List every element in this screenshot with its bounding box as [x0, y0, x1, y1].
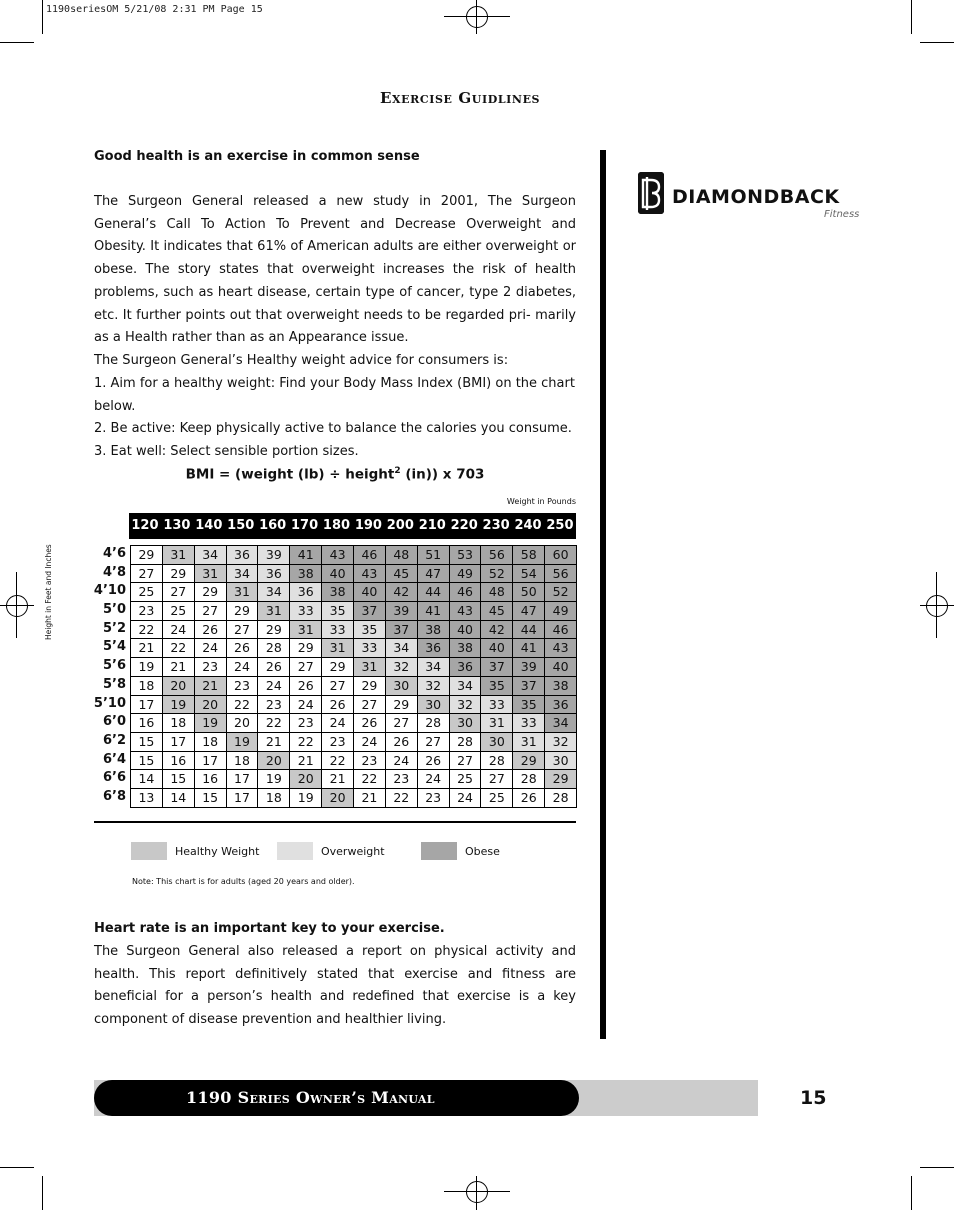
- bmi-cell: 24: [258, 677, 290, 696]
- bmi-cell: 24: [322, 714, 354, 733]
- table-row: [131, 602, 577, 621]
- bmi-cell: 15: [163, 770, 195, 789]
- crop-mark: [920, 1167, 954, 1168]
- bmi-cell: 35: [481, 677, 513, 696]
- weight-header-cell: 200: [386, 518, 414, 533]
- bmi-cell: 17: [195, 752, 227, 771]
- bmi-cell: 29: [163, 565, 195, 584]
- bmi-cell: 42: [481, 621, 513, 640]
- table-row: [131, 677, 577, 696]
- height-label: 5’8: [102, 676, 126, 692]
- bmi-cell: 31: [290, 621, 322, 640]
- bmi-cell: 42: [386, 583, 418, 602]
- bmi-cell: 44: [418, 583, 450, 602]
- bmi-cell: 47: [513, 602, 545, 621]
- table-row: [131, 714, 577, 733]
- bmi-cell: 14: [163, 789, 195, 808]
- crop-mark: [42, 0, 43, 34]
- print-slug: 1190seriesOM 5/21/08 2:31 PM Page 15: [46, 4, 263, 15]
- bmi-cell: 40: [322, 565, 354, 584]
- bmi-cell: 16: [131, 714, 163, 733]
- bmi-cell: 20: [322, 789, 354, 808]
- bmi-cell: 19: [290, 789, 322, 808]
- bmi-cell: 43: [545, 639, 577, 658]
- bmi-cell: 17: [163, 733, 195, 752]
- bmi-cell: 34: [545, 714, 577, 733]
- bmi-cell: 21: [354, 789, 386, 808]
- bmi-cell: 54: [513, 565, 545, 584]
- bmi-cell: 39: [386, 602, 418, 621]
- bmi-cell: 29: [513, 752, 545, 771]
- table-row: [131, 546, 577, 565]
- bmi-cell: 23: [386, 770, 418, 789]
- bmi-cell: 34: [227, 565, 259, 584]
- bmi-cell: 29: [354, 677, 386, 696]
- table-row: [131, 733, 577, 752]
- bmi-cell: 26: [227, 639, 259, 658]
- table-row: [131, 658, 577, 677]
- weight-header-cell: 130: [163, 518, 191, 533]
- bmi-legend: [131, 842, 512, 860]
- table-row: [131, 696, 577, 715]
- bmi-cell: 26: [354, 714, 386, 733]
- bmi-cell: 17: [131, 696, 163, 715]
- bmi-cell: 17: [227, 770, 259, 789]
- weight-header-cell: 250: [546, 518, 574, 533]
- weight-header-cell: 230: [482, 518, 510, 533]
- bmi-cell: 40: [450, 621, 482, 640]
- heart-heading: Heart rate is an important key to your exercise.: [94, 921, 445, 936]
- table-row: [131, 583, 577, 602]
- bmi-cell: 32: [545, 733, 577, 752]
- bmi-cell: 48: [386, 546, 418, 565]
- weight-header-cell: 180: [322, 518, 351, 533]
- bmi-cell: 22: [290, 733, 322, 752]
- weight-axis-label: Weight in Pounds: [506, 497, 576, 506]
- bmi-cell: 29: [322, 658, 354, 677]
- bmi-cell: 49: [450, 565, 482, 584]
- bmi-cell: 21: [163, 658, 195, 677]
- crop-mark: [42, 1176, 43, 1210]
- bmi-cell: 15: [131, 752, 163, 771]
- bmi-cell: 41: [513, 639, 545, 658]
- bmi-cell: 25: [481, 789, 513, 808]
- bmi-cell: 36: [450, 658, 482, 677]
- bmi-cell: 33: [354, 639, 386, 658]
- weight-header-cell: 220: [450, 518, 478, 533]
- table-row: [131, 752, 577, 771]
- bmi-cell: 16: [195, 770, 227, 789]
- crop-mark: [0, 1167, 34, 1168]
- bmi-cell: 39: [258, 546, 290, 565]
- bmi-cell: 35: [354, 621, 386, 640]
- bmi-cell: 23: [258, 696, 290, 715]
- height-label: 5’10: [93, 695, 126, 711]
- bmi-cell: 13: [131, 789, 163, 808]
- bmi-cell: 36: [258, 565, 290, 584]
- bmi-cell: 31: [195, 565, 227, 584]
- bmi-cell: 52: [545, 583, 577, 602]
- bmi-cell: 26: [418, 752, 450, 771]
- height-label: 6’2: [102, 732, 126, 748]
- bmi-cell: 29: [227, 602, 259, 621]
- bmi-cell: 27: [418, 733, 450, 752]
- table-row: [131, 789, 577, 808]
- chart-note: Note: This chart is for adults (aged 20 years and older).: [132, 877, 355, 886]
- bmi-cell: 51: [418, 546, 450, 565]
- bmi-cell: 40: [481, 639, 513, 658]
- height-label: 5’6: [102, 658, 126, 674]
- weight-header-cell: 160: [259, 518, 287, 533]
- bmi-cell: 28: [513, 770, 545, 789]
- bmi-cell: 24: [163, 621, 195, 640]
- bmi-cell: 56: [545, 565, 577, 584]
- bmi-cell: 27: [163, 583, 195, 602]
- bmi-table: [130, 545, 577, 808]
- bmi-cell: 36: [227, 546, 259, 565]
- height-label: 6’4: [102, 751, 126, 767]
- bmi-cell: 27: [481, 770, 513, 789]
- bmi-cell: 32: [386, 658, 418, 677]
- bmi-cell: 35: [513, 696, 545, 715]
- height-axis-label: Height in Feet and Inches: [44, 544, 53, 640]
- height-label: 6’6: [102, 770, 126, 786]
- bmi-cell: 34: [258, 583, 290, 602]
- bmi-cell: 14: [131, 770, 163, 789]
- bmi-cell: 19: [227, 733, 259, 752]
- bmi-cell: 15: [195, 789, 227, 808]
- bmi-cell: 31: [322, 639, 354, 658]
- bmi-cell: 23: [354, 752, 386, 771]
- bmi-cell: 32: [450, 696, 482, 715]
- crop-mark: [0, 42, 34, 43]
- bmi-cell: 43: [450, 602, 482, 621]
- bmi-cell: 36: [418, 639, 450, 658]
- bmi-cell: 39: [513, 658, 545, 677]
- bmi-cell: 18: [131, 677, 163, 696]
- bmi-cell: 56: [481, 546, 513, 565]
- bmi-cell: 34: [386, 639, 418, 658]
- bmi-cell: 25: [163, 602, 195, 621]
- bmi-cell: 20: [163, 677, 195, 696]
- bmi-cell: 18: [227, 752, 259, 771]
- bmi-cell: 37: [386, 621, 418, 640]
- bmi-cell: 18: [163, 714, 195, 733]
- formula-text: (in)) x 703: [400, 466, 485, 483]
- bmi-cell: 46: [450, 583, 482, 602]
- bmi-cell: 23: [195, 658, 227, 677]
- height-labels: [92, 545, 126, 807]
- bmi-cell: 27: [290, 658, 322, 677]
- bmi-cell: 26: [258, 658, 290, 677]
- table-rule: [94, 821, 576, 823]
- bmi-cell: 43: [322, 546, 354, 565]
- bmi-cell: 26: [290, 677, 322, 696]
- bmi-cell: 19: [258, 770, 290, 789]
- bmi-cell: 18: [258, 789, 290, 808]
- bmi-cell: 30: [386, 677, 418, 696]
- height-label: 4’10: [93, 583, 126, 599]
- weight-header-cell: 190: [354, 518, 382, 533]
- table-row: [131, 621, 577, 640]
- intro-paragraph: The Surgeon General released a new study in 2001, The Surgeon General’s Call To Action To Prevent and Decrease Overweight and Obesity. It indicates that 61% of American adults are either overweight or obese. The story states that overweight increases the risk of health problems, such as heart disease, certain type of cancer, type 2 diabetes, etc. It further points out that overweight needs to be regarded pri- marily as a Health rather than as an Appearance issue.: [94, 194, 576, 346]
- crop-mark: [920, 42, 954, 43]
- bmi-cell: 24: [227, 658, 259, 677]
- bmi-cell: 33: [513, 714, 545, 733]
- bmi-cell: 52: [481, 565, 513, 584]
- bmi-cell: 22: [354, 770, 386, 789]
- advice-item: 3. Eat well: Select sensible portion sizes.: [94, 444, 359, 460]
- bmi-cell: 27: [131, 565, 163, 584]
- height-label: 6’8: [102, 788, 126, 804]
- vertical-rule: [600, 150, 606, 1039]
- bmi-cell: 38: [545, 677, 577, 696]
- bmi-cell: 31: [163, 546, 195, 565]
- height-label: 5’4: [102, 639, 126, 655]
- bmi-cell: 46: [354, 546, 386, 565]
- bmi-cell: 20: [195, 696, 227, 715]
- bmi-cell: 29: [258, 621, 290, 640]
- bmi-cell: 50: [513, 583, 545, 602]
- bmi-cell: 31: [227, 583, 259, 602]
- bmi-cell: 27: [354, 696, 386, 715]
- brand-logo: [638, 172, 858, 222]
- bmi-cell: 16: [163, 752, 195, 771]
- legend-label-obese: Obese: [465, 844, 500, 858]
- bmi-cell: 28: [450, 733, 482, 752]
- advice-list: [94, 373, 584, 464]
- bmi-cell: 25: [131, 583, 163, 602]
- bmi-cell: 23: [131, 602, 163, 621]
- legend-label-overweight: Overweight: [321, 844, 385, 858]
- bmi-formula: [94, 466, 576, 483]
- bmi-cell: 20: [290, 770, 322, 789]
- bmi-cell: 29: [386, 696, 418, 715]
- bmi-cell: 20: [227, 714, 259, 733]
- bmi-cell: 38: [450, 639, 482, 658]
- bmi-cell: 40: [354, 583, 386, 602]
- advice-item: 2. Be active: Keep physically active to balance the calories you consume.: [94, 421, 572, 437]
- bmi-cell: 48: [481, 583, 513, 602]
- crop-mark: [911, 0, 912, 34]
- intro-heading: Good health is an exercise in common sense: [94, 149, 420, 164]
- weight-header-row: [129, 513, 576, 539]
- bmi-cell: 24: [386, 752, 418, 771]
- bmi-cell: 21: [322, 770, 354, 789]
- bmi-cell: 22: [227, 696, 259, 715]
- legend-swatch-obese: [421, 842, 457, 860]
- bmi-cell: 21: [131, 639, 163, 658]
- bmi-cell: 30: [545, 752, 577, 771]
- advice-intro: The Surgeon General’s Healthy weight advice for consumers is:: [94, 353, 509, 368]
- bmi-cell: 17: [227, 789, 259, 808]
- bmi-cell: 24: [195, 639, 227, 658]
- weight-header-cell: 240: [514, 518, 542, 533]
- bmi-cell: 29: [131, 546, 163, 565]
- bmi-cell: 23: [290, 714, 322, 733]
- bmi-cell: 21: [195, 677, 227, 696]
- bmi-cell: 26: [386, 733, 418, 752]
- bmi-cell: 19: [195, 714, 227, 733]
- bmi-cell: 41: [290, 546, 322, 565]
- bmi-cell: 23: [322, 733, 354, 752]
- bmi-cell: 33: [481, 696, 513, 715]
- bmi-cell: 46: [545, 621, 577, 640]
- height-label: 4’6: [102, 546, 126, 561]
- logo-brand-text: DIAMONDBACK: [672, 186, 840, 208]
- bmi-cell: 22: [163, 639, 195, 658]
- formula-text: BMI = (weight (lb) ÷ height: [185, 466, 395, 483]
- bmi-cell: 36: [545, 696, 577, 715]
- page-number: 15: [800, 1087, 827, 1109]
- bmi-cell: 35: [322, 602, 354, 621]
- bmi-cell: 38: [418, 621, 450, 640]
- bmi-cell: 41: [418, 602, 450, 621]
- formula-superscript: 2: [394, 466, 401, 476]
- bmi-cell: 40: [545, 658, 577, 677]
- bmi-cell: 58: [513, 546, 545, 565]
- bmi-cell: 26: [195, 621, 227, 640]
- bmi-cell: 21: [258, 733, 290, 752]
- bmi-cell: 44: [513, 621, 545, 640]
- bmi-cell: 20: [258, 752, 290, 771]
- bmi-cell: 31: [513, 733, 545, 752]
- height-label: 5’2: [102, 620, 126, 636]
- bmi-cell: 23: [418, 789, 450, 808]
- bmi-cell: 27: [450, 752, 482, 771]
- weight-header-cell: 150: [227, 518, 255, 533]
- bmi-cell: 21: [290, 752, 322, 771]
- bmi-cell: 53: [450, 546, 482, 565]
- bmi-cell: 45: [386, 565, 418, 584]
- bmi-cell: 22: [386, 789, 418, 808]
- bmi-cell: 36: [290, 583, 322, 602]
- legend-swatch-healthy: [131, 842, 167, 860]
- weight-header-cell: 120: [131, 518, 159, 533]
- bmi-cell: 49: [545, 602, 577, 621]
- bmi-cell: 38: [290, 565, 322, 584]
- bmi-cell: 27: [322, 677, 354, 696]
- bmi-cell: 25: [450, 770, 482, 789]
- bmi-cell: 33: [322, 621, 354, 640]
- table-row: [131, 565, 577, 584]
- table-row: [131, 770, 577, 789]
- bmi-cell: 47: [418, 565, 450, 584]
- heart-paragraph: The Surgeon General also released a report on physical activity and health. This report definitively stated that exercise and fitness are beneficial for a person’s health and redefined that exercise is a key component of disease prevention and healthier living.: [94, 944, 576, 1028]
- bmi-cell: 22: [322, 752, 354, 771]
- legend-swatch-overweight: [277, 842, 313, 860]
- bmi-cell: 18: [195, 733, 227, 752]
- bmi-cell: 15: [131, 733, 163, 752]
- crop-mark: [911, 1176, 912, 1210]
- bmi-cell: 27: [195, 602, 227, 621]
- bmi-cell: 24: [354, 733, 386, 752]
- bmi-cell: 28: [545, 789, 577, 808]
- table-row: [131, 639, 577, 658]
- bmi-cell: 19: [163, 696, 195, 715]
- bmi-cell: 32: [418, 677, 450, 696]
- bmi-cell: 34: [418, 658, 450, 677]
- bmi-cell: 24: [418, 770, 450, 789]
- bmi-cell: 34: [195, 546, 227, 565]
- bmi-cell: 37: [513, 677, 545, 696]
- bmi-cell: 27: [386, 714, 418, 733]
- bmi-cell: 26: [513, 789, 545, 808]
- bmi-cell: 30: [481, 733, 513, 752]
- bmi-cell: 30: [418, 696, 450, 715]
- height-label: 5’0: [102, 602, 126, 618]
- bmi-cell: 28: [418, 714, 450, 733]
- height-label: 6’0: [102, 714, 126, 730]
- logo-sub-text: Fitness: [824, 209, 860, 220]
- bmi-cell: 29: [195, 583, 227, 602]
- bmi-cell: 28: [481, 752, 513, 771]
- bmi-cell: 37: [481, 658, 513, 677]
- bmi-cell: 23: [227, 677, 259, 696]
- bmi-cell: 22: [131, 621, 163, 640]
- bmi-cell: 45: [481, 602, 513, 621]
- diamondback-logo-icon: [638, 172, 664, 214]
- bmi-cell: 34: [450, 677, 482, 696]
- legend-label-healthy: Healthy Weight: [175, 844, 260, 858]
- bmi-cell: 29: [545, 770, 577, 789]
- bmi-cell: 24: [290, 696, 322, 715]
- bmi-cell: 28: [258, 639, 290, 658]
- weight-header-cell: 140: [195, 518, 223, 533]
- bmi-cell: 37: [354, 602, 386, 621]
- bmi-cell: 29: [290, 639, 322, 658]
- bmi-cell: 27: [227, 621, 259, 640]
- weight-header-cell: 170: [291, 518, 319, 533]
- bmi-cell: 26: [322, 696, 354, 715]
- bmi-cell: 30: [450, 714, 482, 733]
- bmi-cell: 19: [131, 658, 163, 677]
- footer-title: 1190 Series Owner’s Manual: [186, 1088, 435, 1107]
- advice-item: 1. Aim for a healthy weight: Find your Body Mass Index (BMI) on the chart below.: [94, 376, 575, 414]
- bmi-cell: 38: [322, 583, 354, 602]
- section-title: Exercise Guidlines: [380, 89, 541, 107]
- bmi-cell: 31: [258, 602, 290, 621]
- bmi-cell: 43: [354, 565, 386, 584]
- bmi-cell: 33: [290, 602, 322, 621]
- bmi-cell: 22: [258, 714, 290, 733]
- weight-header-cell: 210: [418, 518, 446, 533]
- bmi-cell: 31: [354, 658, 386, 677]
- bmi-cell: 31: [481, 714, 513, 733]
- bmi-cell: 24: [450, 789, 482, 808]
- height-label: 4’8: [102, 564, 126, 580]
- bmi-cell: 60: [545, 546, 577, 565]
